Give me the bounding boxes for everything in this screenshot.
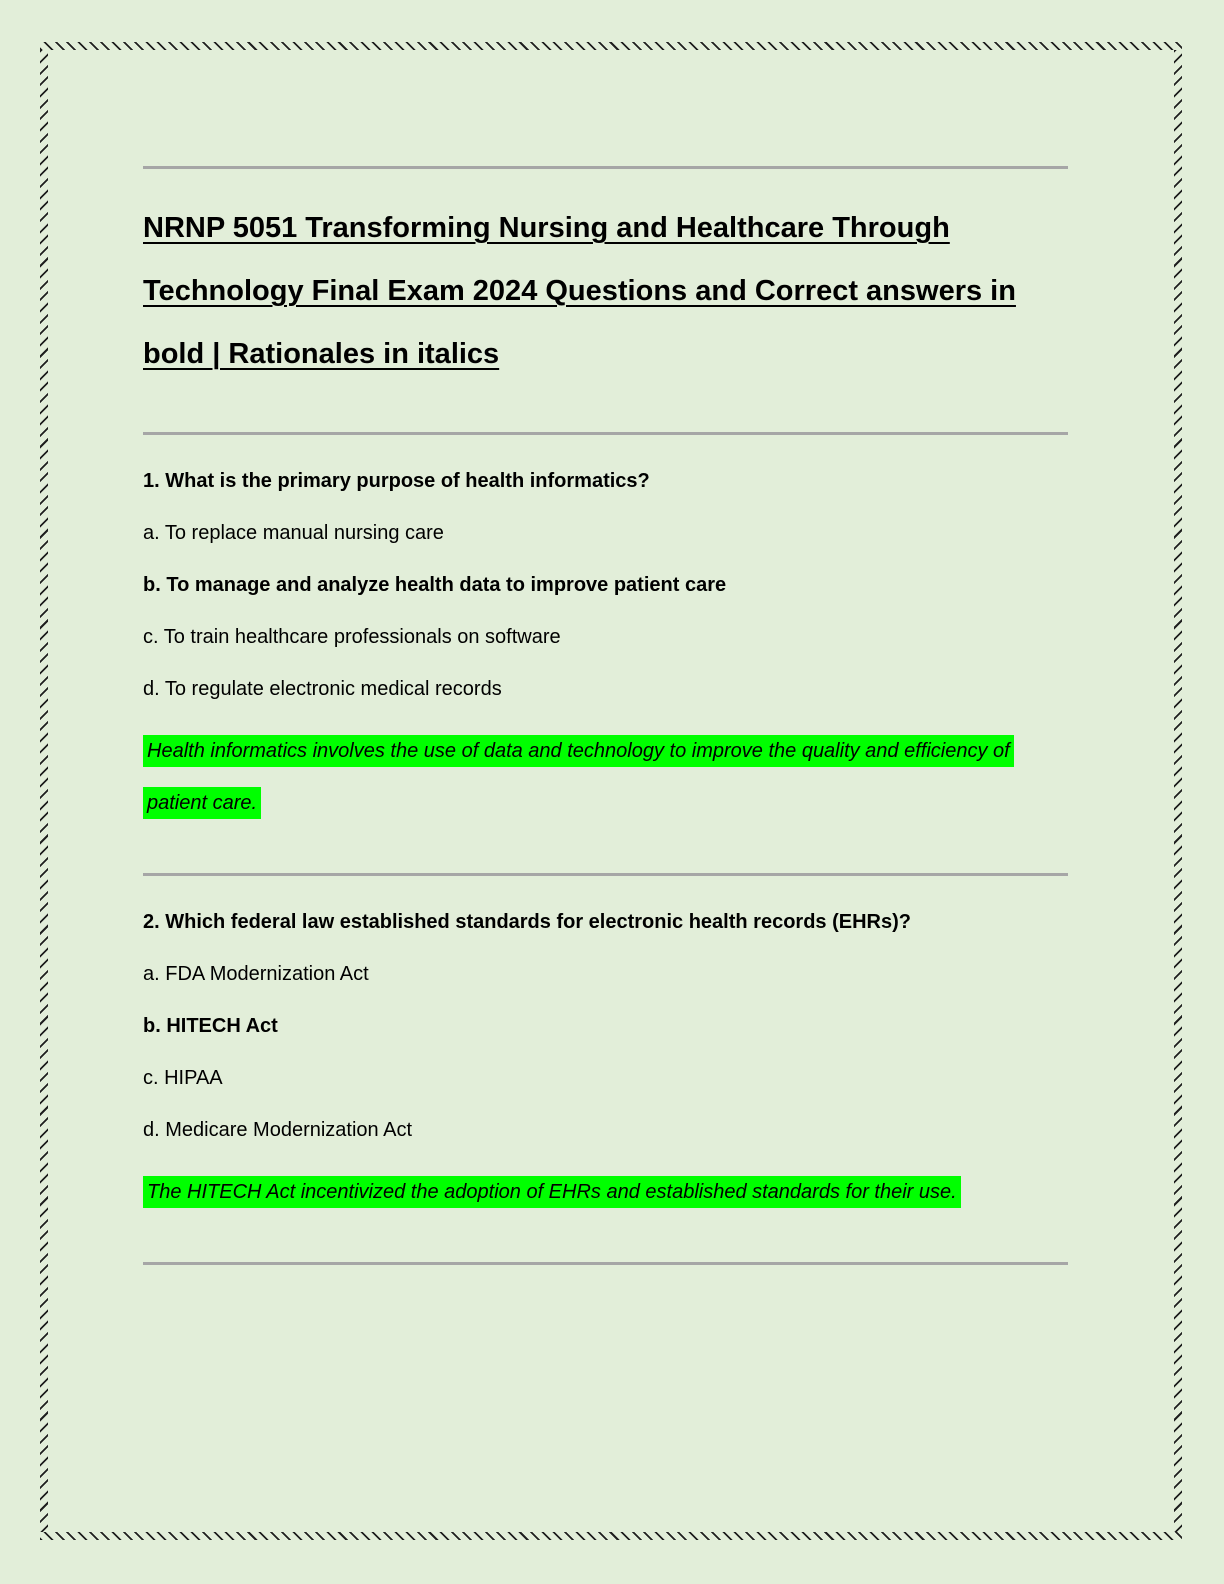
document-content <box>143 0 1068 1265</box>
answer-option-c: c. To train healthcare professionals on software <box>143 626 561 648</box>
question-text: 2. Which federal law established standards for electronic health records (EHRs)? <box>143 911 911 933</box>
horizontal-rule <box>143 1262 1068 1265</box>
answer-option-d: d. To regulate electronic medical records <box>143 678 502 700</box>
answer-option-a: a. To replace manual nursing care <box>143 522 444 544</box>
rationale-highlight: Health informatics involves the use of data and technology to improve the quality and efficiency of patient care. <box>143 735 1014 819</box>
rationale-paragraph <box>143 1166 1068 1218</box>
horizontal-rule <box>143 432 1068 435</box>
answer-option-c: c. HIPAA <box>143 1067 223 1089</box>
question-text: 1. What is the primary purpose of health informatics? <box>143 470 650 492</box>
answer-option-a: a. FDA Modernization Act <box>143 963 369 985</box>
question-2-block <box>143 896 1068 1218</box>
dashed-border-bottom <box>40 1532 1182 1540</box>
answer-option-d: d. Medicare Modernization Act <box>143 1119 413 1141</box>
question-1-block <box>143 455 1068 829</box>
answer-option-b-correct: b. To manage and analyze health data to improve patient care <box>143 574 727 596</box>
horizontal-rule <box>143 166 1068 169</box>
rationale-highlight: The HITECH Act incentivized the adoption of EHRs and established standards for their use. <box>143 1176 961 1208</box>
dashed-border-left <box>40 50 48 1532</box>
rationale-paragraph <box>143 725 1068 829</box>
answer-option-b-correct: b. HITECH Act <box>143 1015 278 1037</box>
document-title: NRNP 5051 Transforming Nursing and Healthcare Through Technology Final Exam 2024 Questions and Correct answers in bold | Rationales in italics <box>143 212 1016 370</box>
dashed-border-right <box>1174 50 1182 1532</box>
horizontal-rule <box>143 873 1068 876</box>
